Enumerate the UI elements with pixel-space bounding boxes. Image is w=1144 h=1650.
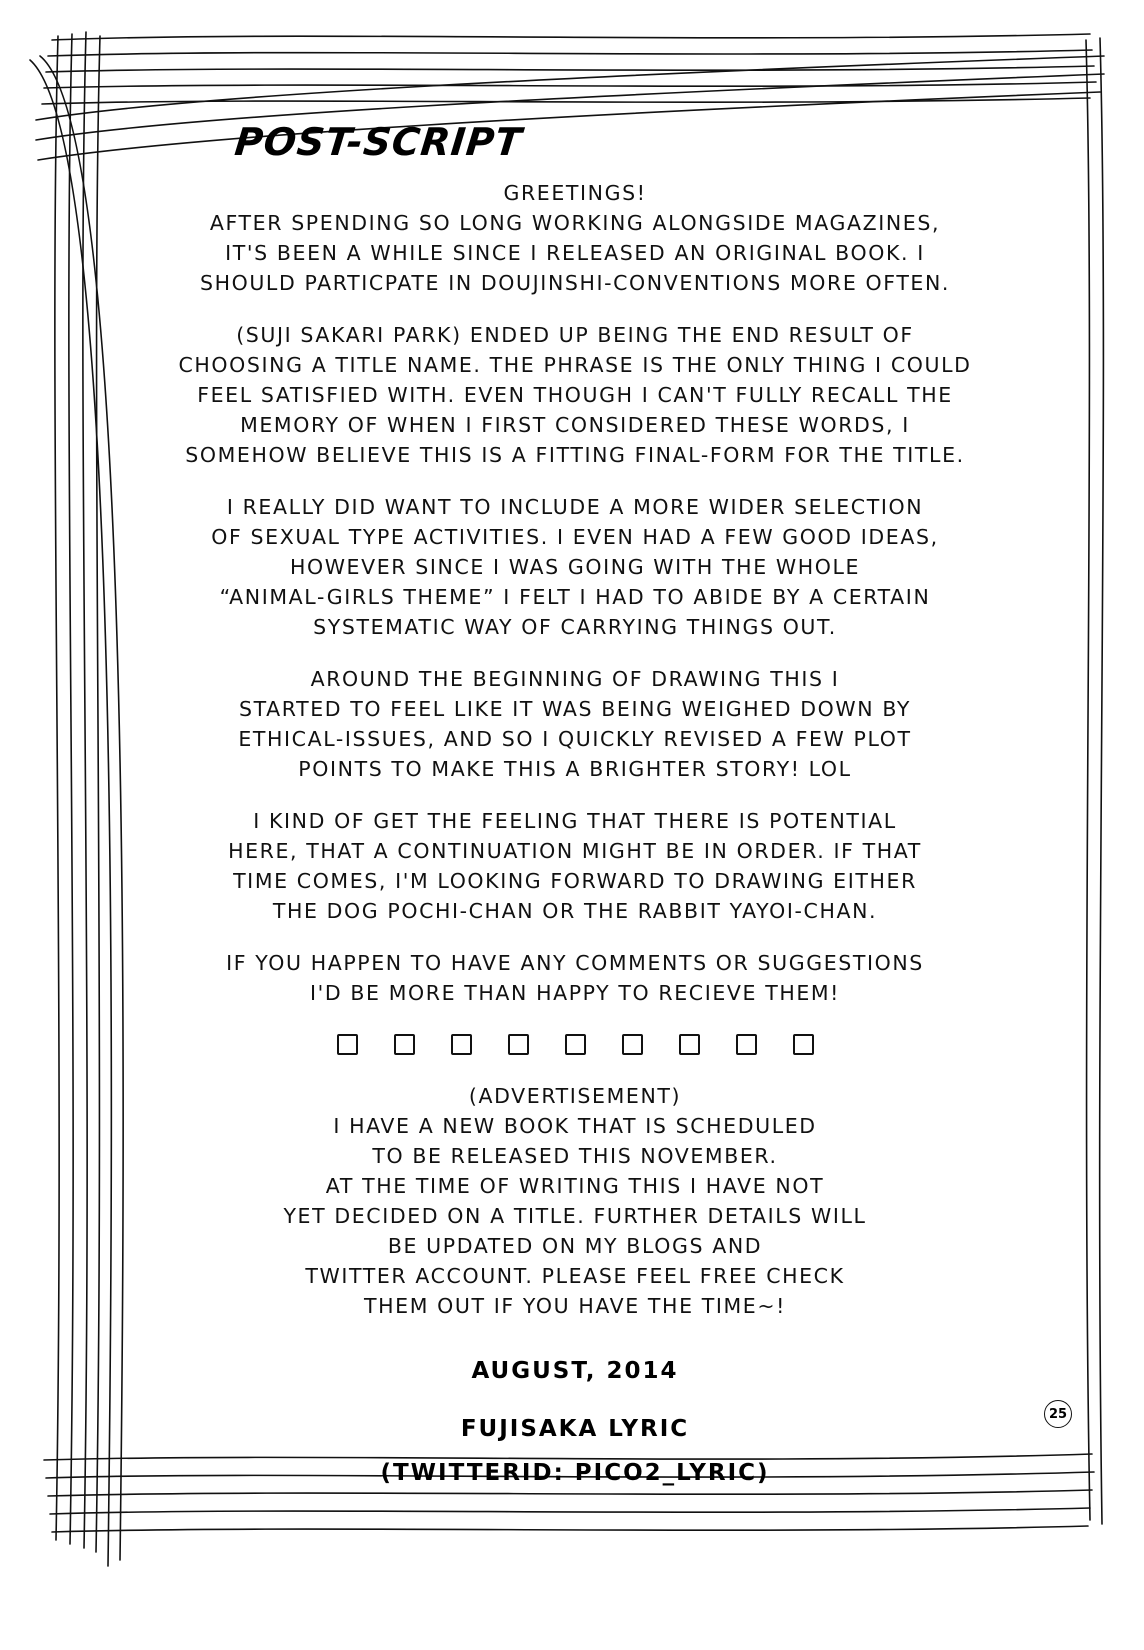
text-line: AFTER SPENDING SO LONG WORKING ALONGSIDE MAGAZINES,: [209, 211, 941, 235]
text-line: SHOULD PARTICPATE IN DOUJINSHI-CONVENTIONS MORE OFTEN.: [199, 271, 951, 295]
page-number: 25: [1044, 1400, 1072, 1428]
text-line: POINTS TO MAKE THIS A BRIGHTER STORY! LOL: [298, 757, 852, 781]
separator-square-icon: [622, 1034, 643, 1055]
postscript-content: [110, 120, 1040, 1495]
text-line: I'D BE MORE THAN HAPPY TO RECIEVE THEM!: [310, 981, 840, 1005]
text-line: ETHICAL-ISSUES, AND SO I QUICKLY REVISED A FEW PLOT: [238, 727, 912, 751]
separator-square-icon: [679, 1034, 700, 1055]
paragraph-greeting: [110, 178, 1040, 298]
signoff-author: FUJISAKA LYRIC: [460, 1416, 690, 1442]
text-line: IF YOU HAPPEN TO HAVE ANY COMMENTS OR SUGGESTIONS: [226, 951, 924, 975]
text-line: FEEL SATISFIED WITH. EVEN THOUGH I CAN'T FULLY RECALL THE: [197, 383, 953, 407]
text-line: TIME COMES, I'M LOOKING FORWARD TO DRAWING EITHER: [233, 869, 917, 893]
text-line: I KIND OF GET THE FEELING THAT THERE IS POTENTIAL: [253, 809, 897, 833]
text-line: TO BE RELEASED THIS NOVEMBER.: [372, 1144, 778, 1168]
text-line: HERE, THAT A CONTINUATION MIGHT BE IN ORDER. IF THAT: [228, 839, 922, 863]
separator-square-icon: [736, 1034, 757, 1055]
text-line: GREETINGS!: [503, 181, 647, 205]
signoff-date: AUGUST, 2014: [471, 1358, 679, 1384]
signoff-spacer: [110, 1393, 1040, 1407]
text-line: “ANIMAL-GIRLS THEME” I FELT I HAD TO ABIDE BY A CERTAIN: [219, 585, 931, 609]
separator-square-icon: [451, 1034, 472, 1055]
text-line: (SUJI SAKARI PARK) ENDED UP BEING THE END RESULT OF: [236, 323, 914, 347]
text-line: CHOOSING A TITLE NAME. THE PHRASE IS THE ONLY THING I COULD: [178, 353, 972, 377]
paragraph-feedback: [110, 948, 1040, 1008]
text-line: THEM OUT IF YOU HAVE THE TIME~!: [364, 1294, 786, 1318]
text-line: AROUND THE BEGINNING OF DRAWING THIS I: [310, 667, 840, 691]
separator-square-icon: [793, 1034, 814, 1055]
signoff-block: [110, 1349, 1040, 1495]
signoff-twitter-handle: (TWITTERID: PICO2_LYRIC): [380, 1460, 770, 1486]
text-line: IT'S BEEN A WHILE SINCE I RELEASED AN ORIGINAL BOOK. I: [225, 241, 925, 265]
text-line: I REALLY DID WANT TO INCLUDE A MORE WIDER SELECTION: [226, 495, 924, 519]
text-line: MEMORY OF WHEN I FIRST CONSIDERED THESE WORDS, I: [240, 413, 910, 437]
text-line: YET DECIDED ON A TITLE. FURTHER DETAILS WILL: [283, 1204, 867, 1228]
square-separator-row: [110, 1034, 1040, 1055]
separator-square-icon: [394, 1034, 415, 1055]
separator-square-icon: [337, 1034, 358, 1055]
text-line: I HAVE A NEW BOOK THAT IS SCHEDULED: [333, 1114, 817, 1138]
text-line: (ADVERTISEMENT): [468, 1084, 682, 1108]
text-line: SYSTEMATIC WAY OF CARRYING THINGS OUT.: [313, 615, 837, 639]
text-line: BE UPDATED ON MY BLOGS AND: [387, 1234, 763, 1258]
paragraph-title-origin: [110, 320, 1040, 470]
text-line: AT THE TIME OF WRITING THIS I HAVE NOT: [325, 1174, 825, 1198]
page-title: POST-SCRIPT: [232, 120, 525, 164]
separator-square-icon: [565, 1034, 586, 1055]
paragraph-continuation: [110, 806, 1040, 926]
paragraph-plot-revision: [110, 664, 1040, 784]
paragraph-content-selection: [110, 492, 1040, 642]
text-line: STARTED TO FEEL LIKE IT WAS BEING WEIGHED DOWN BY: [239, 697, 911, 721]
text-line: OF SEXUAL TYPE ACTIVITIES. I EVEN HAD A FEW GOOD IDEAS,: [211, 525, 939, 549]
paragraph-advertisement: [110, 1081, 1040, 1321]
text-line: HOWEVER SINCE I WAS GOING WITH THE WHOLE: [289, 555, 861, 579]
text-line: TWITTER ACCOUNT. PLEASE FEEL FREE CHECK: [305, 1264, 845, 1288]
text-line: SOMEHOW BELIEVE THIS IS A FITTING FINAL-FORM FOR THE TITLE.: [185, 443, 965, 467]
text-line: THE DOG POCHI-CHAN OR THE RABBIT YAYOI-CHAN.: [272, 899, 878, 923]
separator-square-icon: [508, 1034, 529, 1055]
